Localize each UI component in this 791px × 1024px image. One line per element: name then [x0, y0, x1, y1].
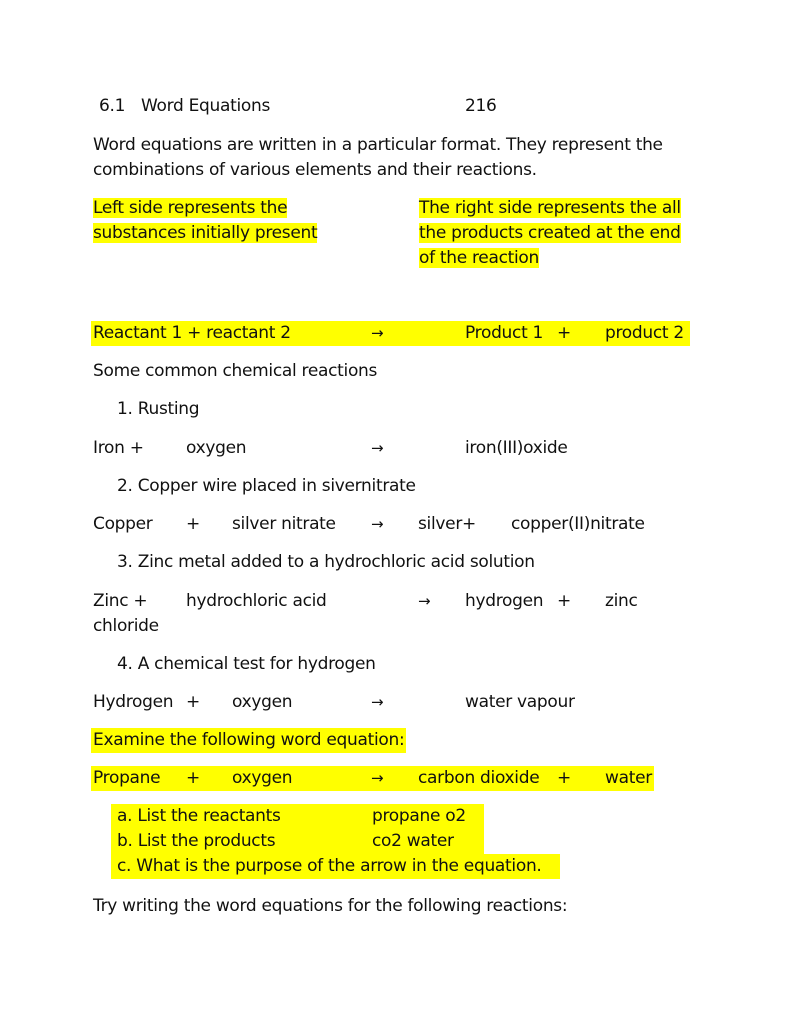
reaction-equation	[91, 589, 691, 614]
general-equation	[91, 321, 690, 346]
arrow-icon: →	[371, 769, 384, 787]
equation-product-1: Product 1	[465, 323, 544, 343]
equation-product-2: product 2	[605, 323, 684, 343]
reaction-equation	[91, 436, 691, 461]
equation-term: iron(III)oxide	[465, 438, 568, 458]
equation-term: hydrochloric acid	[186, 591, 327, 611]
equation-term-wrapped: chloride	[93, 616, 159, 636]
closing-instruction: Try writing the word equations for the following reactions:	[93, 896, 568, 916]
reaction-title: 1. Rusting	[117, 399, 200, 419]
arrow-icon: →	[371, 324, 384, 342]
equation-term: +	[186, 514, 200, 534]
equation-term: silver nitrate	[232, 514, 336, 534]
equation-term: +	[186, 692, 200, 712]
exercise-prompt: Examine the following word equation:	[91, 728, 406, 753]
arrow-icon: →	[371, 515, 384, 533]
section-number: 6.1	[99, 96, 126, 116]
equation-term: +	[186, 768, 200, 788]
intro-line-1: Word equations are written in a particular format. They represent the	[93, 135, 663, 155]
right-side-line: The right side represents the all	[419, 198, 681, 218]
equation-term: Zinc +	[93, 591, 148, 611]
equation-term: oxygen	[232, 768, 293, 788]
equation-term: oxygen	[186, 438, 247, 458]
page-number: 216	[465, 96, 497, 116]
section-title: Word Equations	[141, 96, 271, 116]
reactions-heading: Some common chemical reactions	[93, 361, 378, 381]
arrow-icon: →	[418, 592, 431, 610]
exercise-equation	[91, 766, 654, 791]
equation-term: Propane	[93, 768, 161, 788]
left-side-line: Left side represents the	[93, 198, 288, 218]
equation-term: zinc	[605, 591, 638, 611]
right-side-line: of the reaction	[419, 248, 539, 268]
reaction-equation	[91, 690, 691, 715]
question-label: b. List the products	[117, 831, 276, 851]
question-answer: co2 water	[372, 831, 454, 851]
equation-term: carbon dioxide	[418, 768, 540, 788]
arrow-icon: →	[371, 693, 384, 711]
equation-term: oxygen	[232, 692, 293, 712]
reaction-title: 3. Zinc metal added to a hydrochloric acid solution	[117, 552, 535, 572]
right-side-line: the products created at the end	[419, 223, 681, 243]
left-side-line: substances initially present	[93, 223, 318, 243]
question-answer: propane o2	[372, 806, 466, 826]
equation-term: silver+	[418, 514, 476, 534]
equation-term: water	[605, 768, 652, 788]
equation-term: Copper	[93, 514, 153, 534]
arrow-icon: →	[371, 439, 384, 457]
equation-term: hydrogen	[465, 591, 544, 611]
intro-line-2: combinations of various elements and their reactions.	[93, 160, 537, 180]
equation-term: water vapour	[465, 692, 575, 712]
equation-term: copper(II)nitrate	[511, 514, 645, 534]
equation-reactants: Reactant 1 + reactant 2	[93, 323, 291, 343]
equation-term: Hydrogen	[93, 692, 174, 712]
reaction-title: 2. Copper wire placed in sivernitrate	[117, 476, 416, 496]
reaction-equation	[91, 512, 691, 537]
equation-plus: +	[557, 323, 571, 343]
equation-term: +	[557, 591, 571, 611]
left-side-note	[93, 196, 317, 246]
question-label: c. What is the purpose of the arrow in the equation.	[117, 856, 542, 876]
equation-term: +	[557, 768, 571, 788]
equation-term: Iron +	[93, 438, 144, 458]
question-label: a. List the reactants	[117, 806, 281, 826]
right-side-note	[419, 196, 681, 271]
reaction-title: 4. A chemical test for hydrogen	[117, 654, 376, 674]
